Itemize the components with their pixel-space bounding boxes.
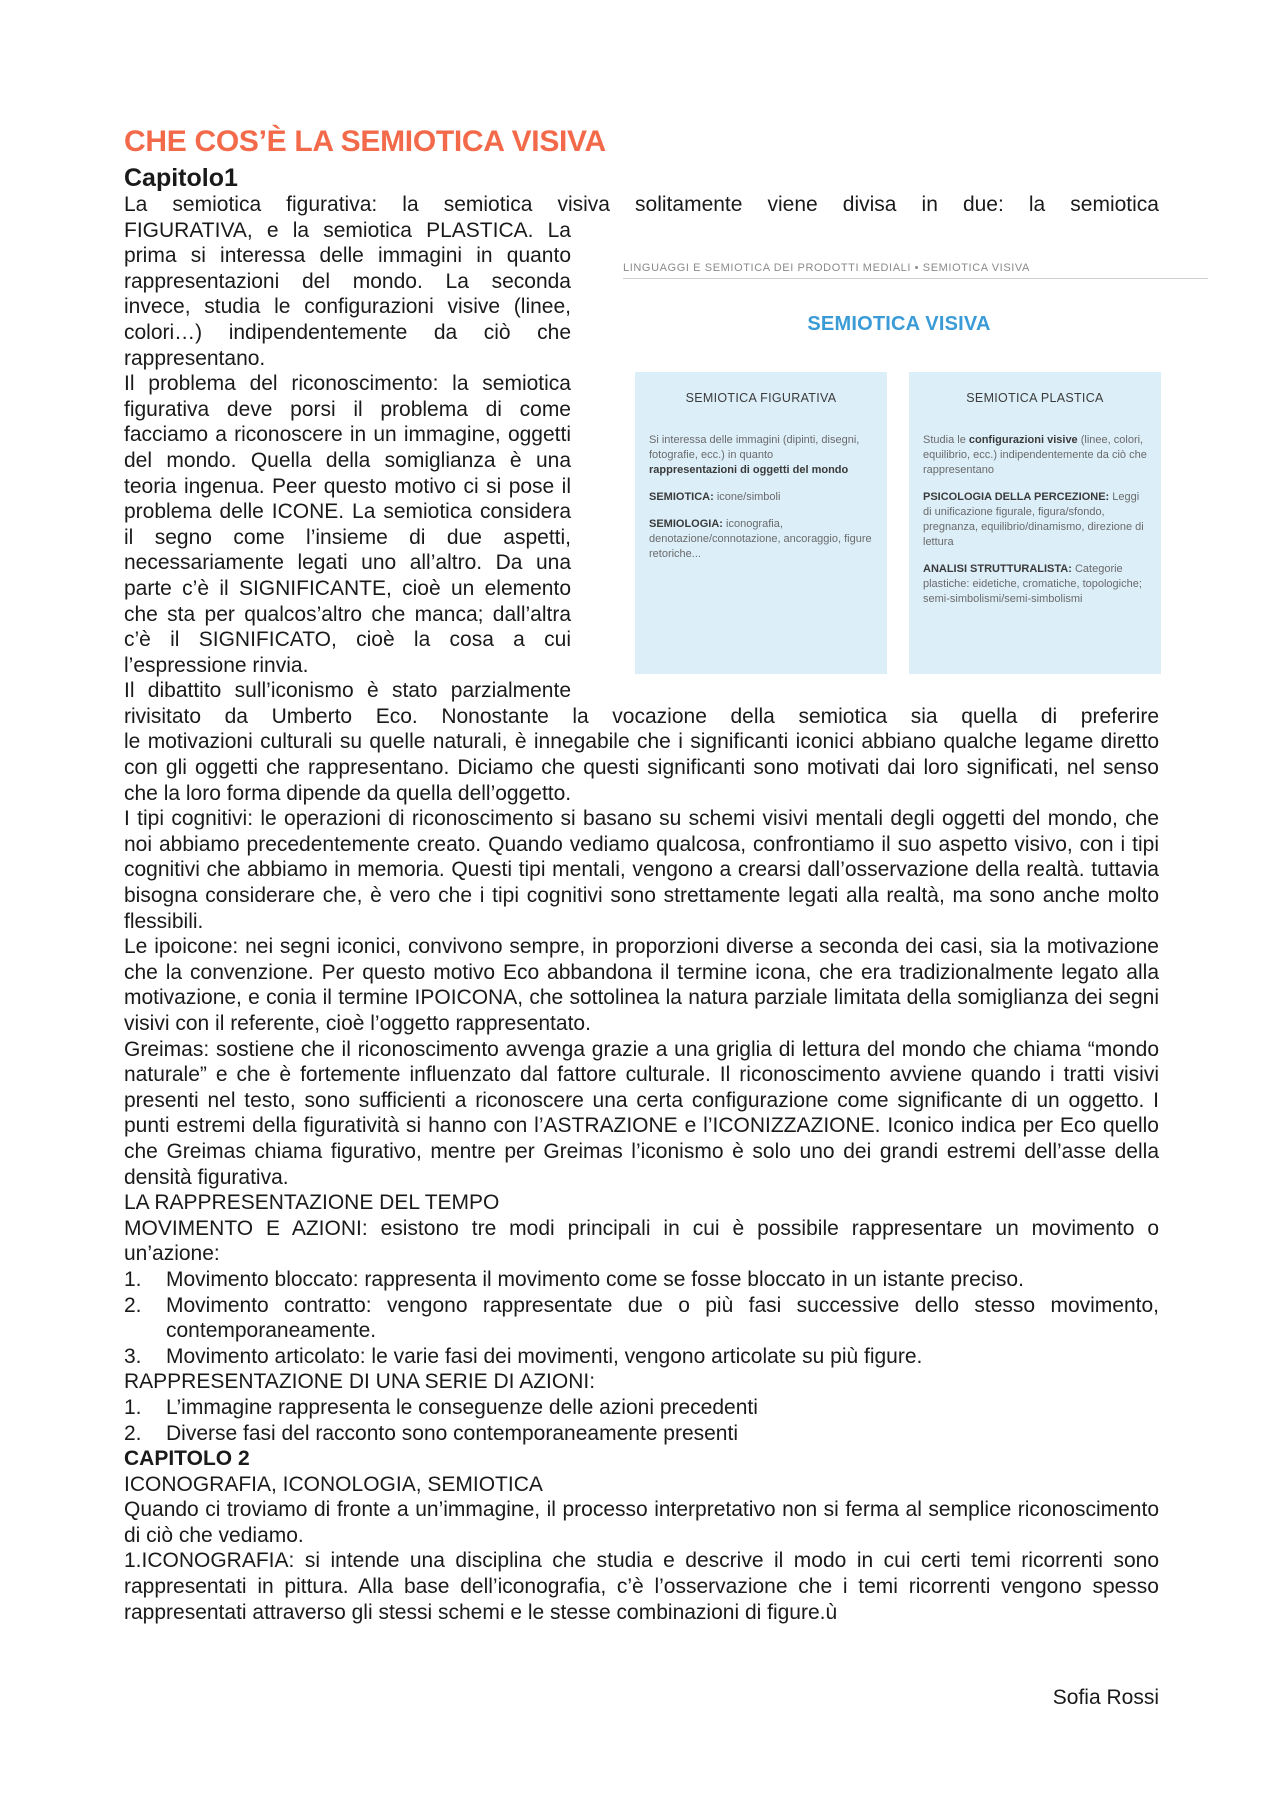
paragraph-iconismo-end: le motivazioni culturali su quelle naturali, è innegabile che i significanti iconici abbiano qualche legame diretto con gli oggetti che rappresentano. Diciamo che questi significanti sono motivati dai loro significati, nel senso che la loro forma dipende da quella dell’oggetto. (124, 730, 1159, 805)
paragraph-riconoscimento: Il problema del riconoscimento: la semiotica figurativa deve porsi il problema di come facciamo a riconoscere in un immagine, oggetti del mondo. Quella della somiglianza è una teoria ingenua. Peer questo motivo ci si pose il problema delle ICONE. La semiotica considera il segno come l’insieme di due aspetti, necessariamente legati uno all’altro. Da una parte c’è il SIGNIFICANTE, cioè un elemento che sta per qualcos’altro che manca; dall’altra c’è il SIGNIFICATO, cioè la cosa a cui l’espressione rinvia. (124, 372, 571, 677)
panel-text: ANALISI STRUTTURALISTA: Categorie plastiche: eidetiche, cromatiche, topologiche; semi-simbolismi/semi-simbolismi (923, 563, 1142, 606)
panel-semiotica-figurativa (635, 372, 887, 674)
paragraph-iconografia: 1.ICONOGRAFIA: si intende una disciplina che studia e descrive il modo in cui certi temi ricorrenti sono rappresentati in pittura. Alla base dell’iconografia, c’è l’osservazione che i temi ricorrenti vengono spesso rappresentati attraverso gli stessi schemi e le stesse combinazioni di figure.ù (124, 1549, 1159, 1624)
intro-line: La semiotica figurativa: la semiotica visiva solitamente viene divisa in due: la semiotica (124, 193, 1159, 216)
panel-semiotica-plastica (909, 372, 1161, 674)
chapter-1-heading: Capitolo1 (124, 164, 238, 192)
list-item: 2. Movimento contratto: vengono rappresentate due o più fasi successive dello stesso movimento, contemporaneamente. (124, 1293, 1159, 1343)
list-movimento (124, 1267, 1159, 1369)
paragraph-figurativa: FIGURATIVA, e la semiotica PLASTICA. La prima si interessa delle immagini in quanto rappresentazioni del mondo. La seconda invece, studia le configurazioni visive (linee, colori…) indipendentemente da ciò che rappresentano. (124, 218, 571, 370)
figure-divider (623, 278, 1208, 279)
panel-text-bold: rappresentazioni di oggetti del mondo (649, 464, 849, 477)
figure-heading: SEMIOTICA VISIVA (807, 312, 991, 335)
panel-body (649, 433, 873, 562)
heading-serie-azioni: RAPPRESENTAZIONE DI UNA SERIE DI AZIONI: (124, 1370, 596, 1394)
panel-text: Studia le configurazioni visive (linee, colori, equilibrio, ecc.) indipendentemente da ciò che rappresentano (923, 434, 1147, 477)
panel-title: SEMIOTICA PLASTICA (966, 390, 1104, 405)
paragraph-tipi-cognitivi: I tipi cognitivi: le operazioni di riconoscimento si basano su schemi visivi mentali degli oggetti del mondo, che noi abbiamo precedentemente creato. Quando vediamo qualcosa, confrontiamo il suo aspetto visivo, con i tipi cognitivi che abbiamo in memoria. Questi tipi mentali, vengono a crearsi dall’osservazione della realtà. tuttavia bisogna considerare che, è vero che i tipi cognitivi sono strettamente legati alla realtà, ma sono anche molto flessibili. (124, 807, 1159, 933)
panel-body (923, 433, 1147, 607)
list-item: 1. Movimento bloccato: rappresenta il movimento come se fosse bloccato in un istante preciso. (124, 1267, 1024, 1291)
semiotica-visiva-figure (589, 220, 1159, 695)
panel-text: SEMIOTICA: icone/simboli (649, 491, 781, 504)
panel-text: SEMIOLOGIA: iconografia, denotazione/connotazione, ancoraggio, figure retoriche... (649, 518, 872, 561)
panel-title: SEMIOTICA FIGURATIVA (685, 390, 837, 405)
list-serie-azioni (124, 1395, 1159, 1446)
paragraph-iconismo-start: Il dibattito sull’iconismo è stato parzialmente rivisitato da Umberto Eco. Nonostante la vocazione della semiotica sia quella di preferire (124, 679, 1159, 728)
paragraph-movimento: MOVIMENTO E AZIONI: esistono tre modi principali in cui è possibile rappresentare un movimento o un’azione: (124, 1216, 1159, 1266)
author-name: Sofia Rossi (1052, 1686, 1159, 1709)
paragraph-ipoicone: Le ipoicone: nei segni iconici, convivono sempre, in proporzioni diverse a seconda dei casi, sia la motivazione che la convenzione. Per questo motivo Eco abbandona il termine icona, che era tradizionalmente legato alla motivazione, e conia il termine IPOICONA, che sottolinea la natura parziale limitata della somiglianza dei segni visivi con il referente, cioè l’oggetto rappresentato. (124, 935, 1159, 1035)
document-title: CHE COS’È LA SEMIOTICA VISIVA (124, 125, 606, 158)
heading-tempo: LA RAPPRESENTAZIONE DEL TEMPO (124, 1191, 500, 1215)
document-body (124, 124, 1159, 1625)
panel-text: Si interessa delle immagini (dipinti, disegni, fotografie, ecc.) in quanto (649, 434, 860, 462)
figure-caption: LINGUAGGI E SEMIOTICA DEI PRODOTTI MEDIALI • SEMIOTICA VISIVA (623, 261, 1030, 274)
list-item: 3. Movimento articolato: le varie fasi dei movimenti, vengono articolate su più figure. (124, 1344, 923, 1368)
paragraph-greimas: Greimas: sostiene che il riconoscimento avvenga grazie a una griglia di lettura del mondo che chiama “mondo naturale” e che è fortemente influenzato dal fattore culturale. Il riconoscimento avviene quando i tratti visivi presenti nel testo, sono sufficienti a riconoscere una certa configurazione come significante di un oggetto. I punti estremi della figuratività si hanno con l’ASTRAZIONE e l’ICONIZZAZIONE. Iconico indica per Eco quello che Greimas chiama figurativo, mentre per Greimas l’iconismo è solo uno dei grandi estremi dell’asse della densità figurativa. (124, 1037, 1159, 1189)
heading-iconografia: ICONOGRAFIA, ICONOLOGIA, SEMIOTICA (124, 1472, 543, 1496)
paragraph-quando: Quando ci troviamo di fronte a un’immagine, il processo interpretativo non si ferma al semplice riconoscimento di ciò che vediamo. (124, 1498, 1159, 1547)
chapter-2-heading: CAPITOLO 2 (124, 1447, 250, 1471)
list-item: 1. L’immagine rappresenta le conseguenze delle azioni precedenti (124, 1395, 758, 1419)
list-item: 2. Diverse fasi del racconto sono contemporaneamente presenti (124, 1421, 738, 1445)
panel-text: PSICOLOGIA DELLA PERCEZIONE: Leggi di unificazione figurale, figura/sfondo, pregnanza, equilibrio/dinamismo, direzione di lettura (923, 491, 1144, 549)
figure-slide (589, 248, 1159, 695)
